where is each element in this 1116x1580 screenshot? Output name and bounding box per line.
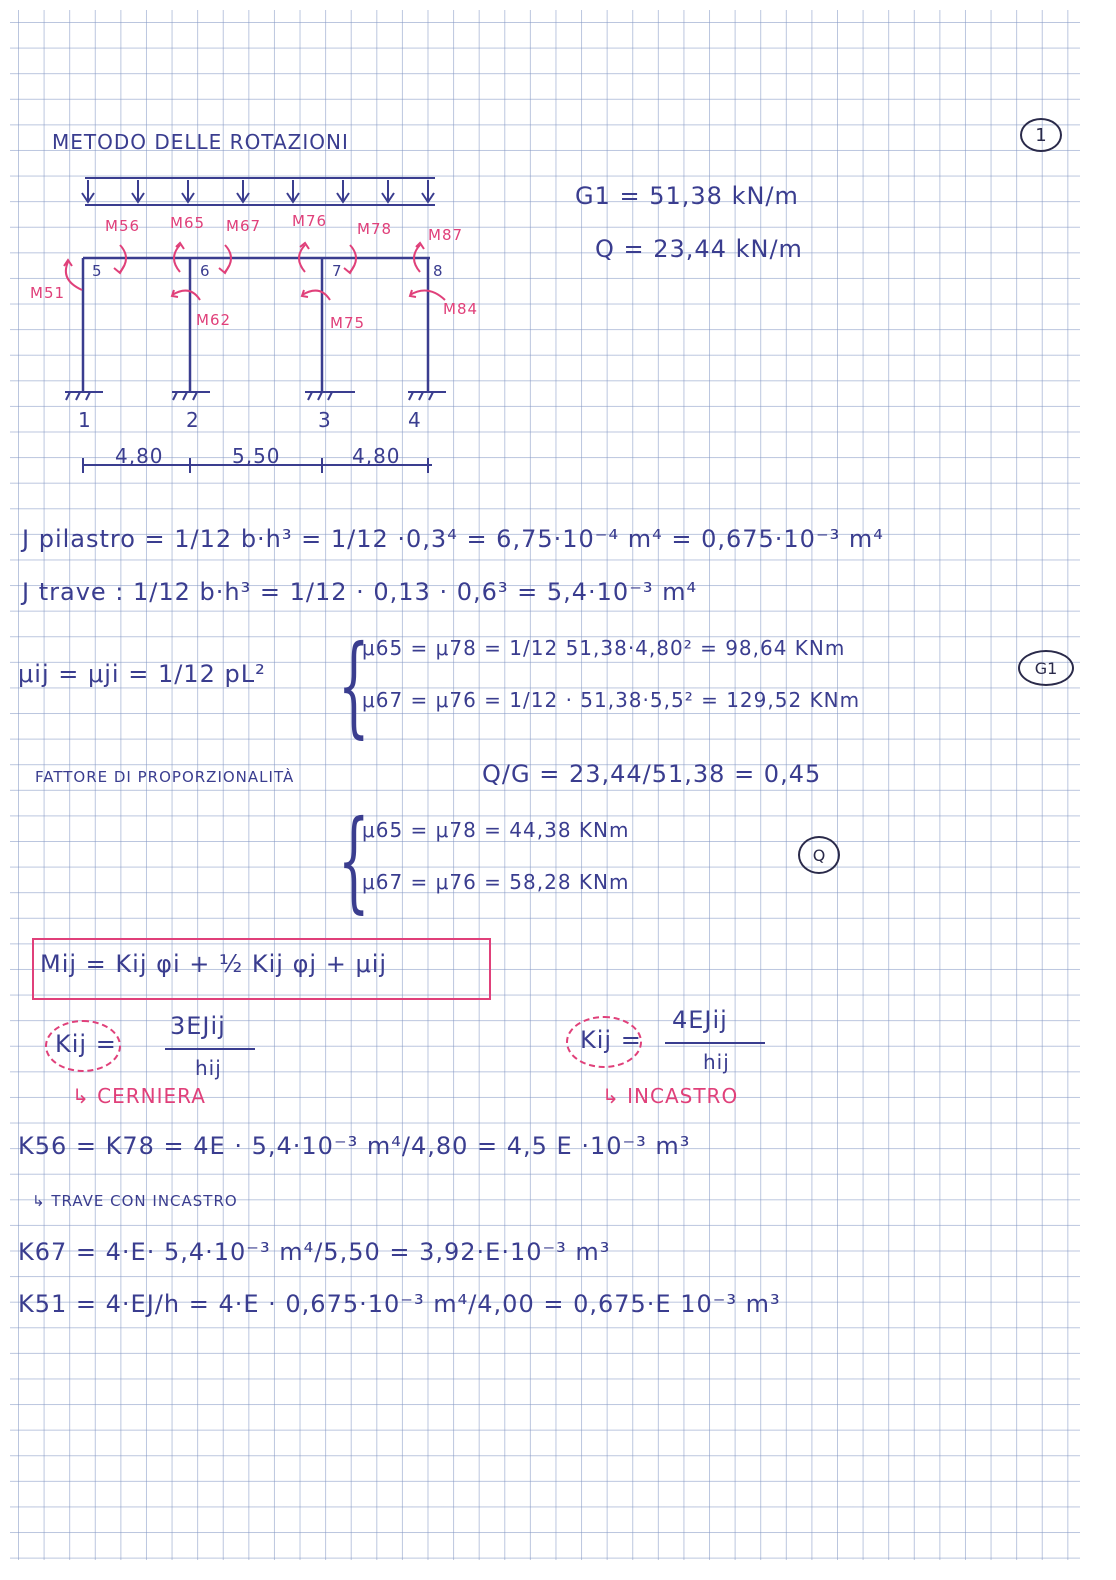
- k51: K51 = 4·EJ/h = 4·E · 0,675·10⁻³ m⁴/4,00 = 0,675·E 10⁻³ m³: [18, 1290, 781, 1318]
- kij-hinge-fraction-bar: [165, 1048, 255, 1050]
- moment-arrows: [64, 243, 445, 300]
- k67: K67 = 4·E· 5,4·10⁻³ m⁴/5,50 = 3,92·E·10⁻³ m³: [18, 1238, 611, 1266]
- moment-label-m75: M75: [330, 314, 366, 332]
- page-number-text: 1: [1035, 124, 1047, 146]
- rotation-formula: Mij = Kij φi + ½ Kij φj + μij: [40, 950, 388, 978]
- node-3: 3: [318, 408, 332, 432]
- q-tag-text: Q: [812, 845, 826, 865]
- trave-con-incastro-note: ↳ TRAVE CON INCASTRO: [32, 1192, 238, 1210]
- moment-label-m84: M84: [443, 300, 479, 318]
- mu67-q: μ67 = μ76 = 58,28 KNm: [362, 870, 630, 894]
- span-3: 4,80: [352, 444, 401, 468]
- brace-q: {: [338, 796, 370, 924]
- load-g1: G1 = 51,38 kN/m: [575, 182, 799, 210]
- mu65-g1: μ65 = μ78 = 1/12 51,38·4,80² = 98,64 KNm: [362, 636, 846, 660]
- moment-label-m76: M76: [292, 212, 328, 230]
- moment-label-m62: M62: [196, 311, 232, 329]
- node-1: 1: [78, 408, 92, 432]
- mu67-g1: μ67 = μ76 = 1/12 · 51,38·5,5² = 129,52 KNm: [362, 688, 861, 712]
- fattore-label: FATTORE DI PROPORZIONALITÀ: [35, 768, 295, 786]
- mu65-q: μ65 = μ78 = 44,38 KNm: [362, 818, 630, 842]
- moment-label-m78: M78: [357, 220, 393, 238]
- g1-tag-text: G1: [1034, 658, 1058, 678]
- g1-tag: [1018, 650, 1074, 686]
- moment-label-m51: M51: [30, 284, 66, 302]
- page-title: METODO DELLE ROTAZIONI: [52, 130, 349, 154]
- kij-fixed-numerator: 4EJij: [672, 1006, 728, 1034]
- kij-hinge-numerator: 3EJij: [170, 1012, 226, 1040]
- kij-fixed-denominator: hij: [703, 1050, 730, 1074]
- node-7: 7: [332, 262, 343, 280]
- inertia-column: J pilastro = 1/12 b·h³ = 1/12 ·0,3⁴ = 6,75·10⁻⁴ m⁴ = 0,675·10⁻³ m⁴: [22, 525, 884, 553]
- incastro-label: ↳ INCASTRO: [602, 1084, 739, 1108]
- inertia-beam: J trave : 1/12 b·h³ = 1/12 · 0,13 · 0,6³ = 5,4·10⁻³ m⁴: [22, 578, 698, 606]
- node-5: 5: [92, 262, 103, 280]
- moment-label-m65: M65: [170, 214, 206, 232]
- kij-fixed-fraction-bar: [665, 1042, 765, 1044]
- supports: [65, 392, 446, 400]
- kij-hinge-denominator: hij: [195, 1056, 222, 1080]
- cerniera-text: CERNIERA: [97, 1084, 206, 1108]
- frame-diagram: [0, 0, 1116, 520]
- kij-fixed-label: Kij =: [580, 1026, 642, 1054]
- kij-hinge-label: Kij =: [55, 1030, 117, 1058]
- brace-g1: {: [338, 621, 370, 749]
- node-4: 4: [408, 408, 422, 432]
- moment-label-m67: M67: [226, 217, 262, 235]
- fattore-value: Q/G = 23,44/51,38 = 0,45: [482, 760, 822, 788]
- q-tag: [798, 836, 840, 874]
- node-8: 8: [433, 262, 444, 280]
- load-arrows: [82, 180, 434, 202]
- moment-label-m87: M87: [428, 226, 464, 244]
- trave-con-incastro-text: TRAVE CON INCASTRO: [51, 1192, 238, 1210]
- load-q: Q = 23,44 kN/m: [595, 235, 803, 263]
- node-2: 2: [186, 408, 200, 432]
- incastro-text: INCASTRO: [627, 1084, 739, 1108]
- node-6: 6: [200, 262, 211, 280]
- moment-label-m56: M56: [105, 217, 141, 235]
- mu-definition: μij = μji = 1/12 pL²: [18, 660, 266, 688]
- span-2: 5,50: [232, 444, 281, 468]
- span-1: 4,80: [115, 444, 164, 468]
- k56-k78: K56 = K78 = 4E · 5,4·10⁻³ m⁴/4,80 = 4,5 E ·10⁻³ m³: [18, 1132, 691, 1160]
- cerniera-label: ↳ CERNIERA: [72, 1084, 206, 1108]
